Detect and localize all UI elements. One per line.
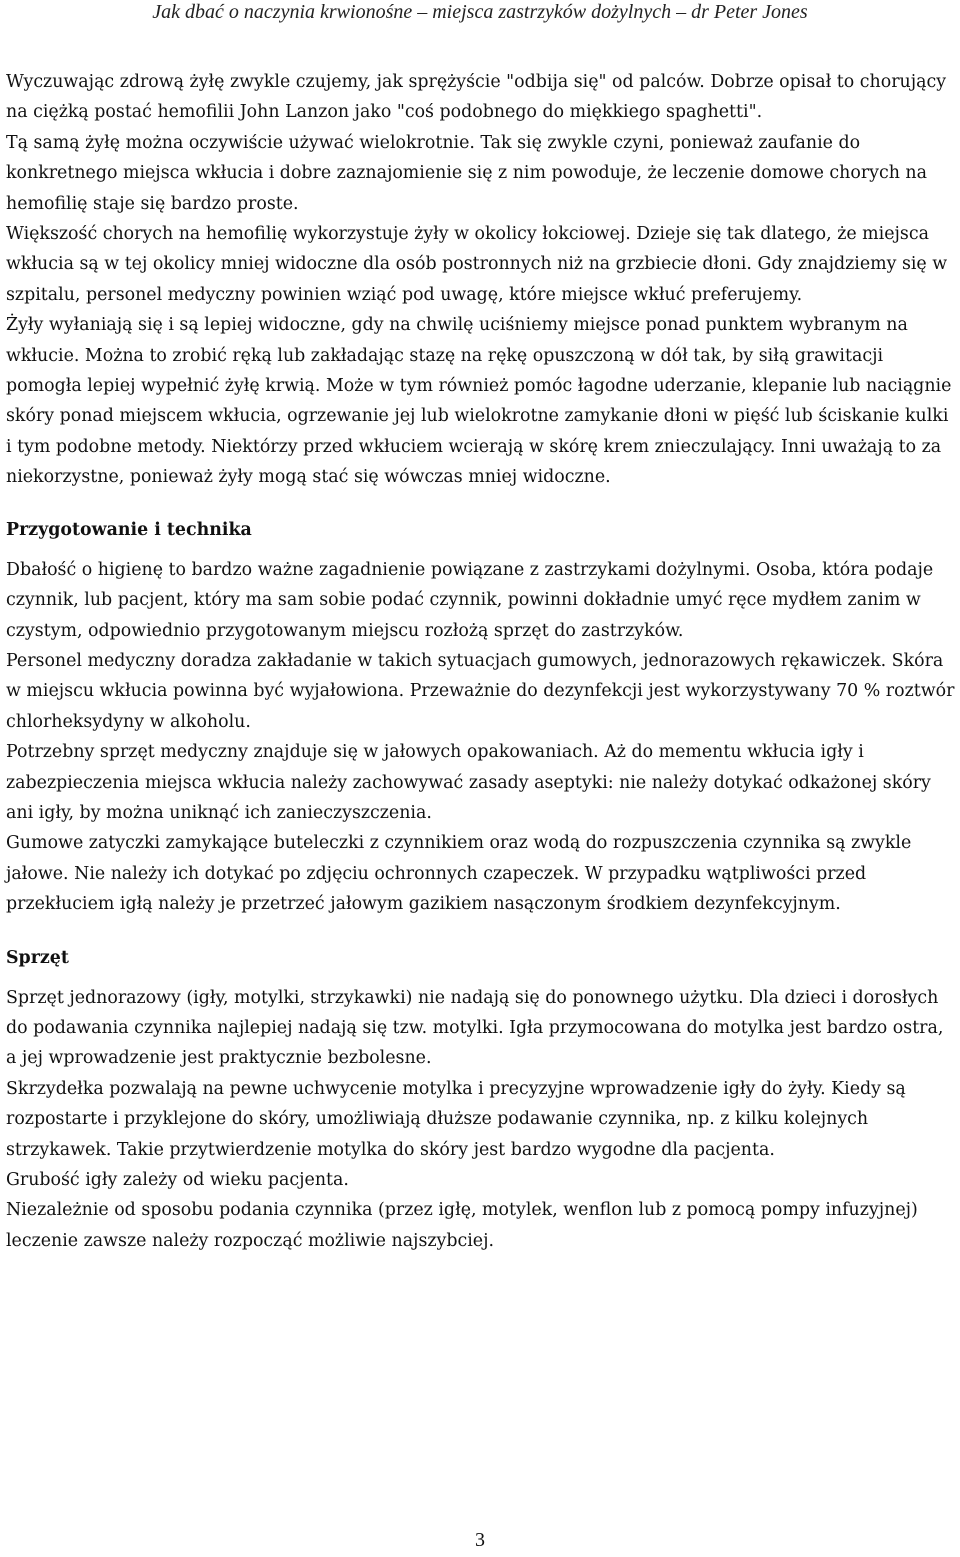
paragraph: Większość chorych na hemofilię wykorzystuje żyły w okolicy łokciowej. Dzieje się tak dlatego, że miejsca wkłucia są w tej okolicy mniej widoczne dla osób postronnych niż na grzbiecie dłoni. Gdy znajdziemy się w szpitalu, personel medyczny powinien wziąć pod uwagę, które miejsce wkłuć preferujemy. <box>6 224 948 305</box>
running-header: Jak dbać o naczynia krwionośne – miejsca zastrzyków dożylnych – dr Peter Jones <box>152 1 808 23</box>
paragraph: Tą samą żyłę można oczywiście używać wielokrotnie. Tak się zwykle czyni, ponieważ zaufanie do konkretnego miejsca wkłucia i dobre zaznajomienie się z nim powoduje, że leczenie domowe chorych na hemofilię staje się bardzo proste. <box>6 132 927 214</box>
page-content <box>6 67 958 1256</box>
paragraph: Sprzęt jednorazowy (igły, motylki, strzykawki) nie nadają się do ponownego użytku. Dla dzieci i dorosłych do podawania czynnika najlepiej nadają się tzw. motylki. Igła przymocowana do motylka jest bardzo ostra, a jej wprowadzenie jest praktycznie bezbolesne. <box>6 987 944 1069</box>
preparation-section <box>6 515 958 920</box>
paragraph: Niezależnie od sposobu podania czynnika (przez igłę, motylek, wenflon lub z pomocą pompy infuzyjnej) leczenie zawsze należy rozpocząć możliwie najszybciej. <box>6 1200 918 1251</box>
spacer <box>6 545 958 555</box>
section-heading: Przygotowanie i technika <box>6 519 252 540</box>
paragraph: Dbałość o higienę to bardzo ważne zagadnienie powiązane z zastrzykami dożylnymi. Osoba, która podaje czynnik, lub pacjent, który ma sam sobie podać czynnik, powinni dokładnie umyć ręce mydłem zanim w czystym, odpowiednio przygotowanym miejscu rozłożą sprzęt do zastrzyków. <box>6 559 934 641</box>
spacer <box>6 920 958 943</box>
paragraph: Gumowe zatyczki zamykające buteleczki z czynnikiem oraz wodą do rozpuszczenia czynnika są zwykle jałowe. Nie należy ich dotykać po zdjęciu ochronnych czapeczek. W przypadku wątpliwości przed przekłuciem igłą należy je przetrzeć jałowym gazikiem nasączonym środkiem dezynfekcyjnym. <box>6 833 912 915</box>
paragraph: Grubość igły zależy od wieku pacjenta. <box>6 1170 349 1190</box>
paragraph: Personel medyczny doradza zakładanie w takich sytuacjach gumowych, jednorazowych rękawiczek. Skóra w miejscu wkłucia powinna być wyjałowiona. Przeważnie do dezynfekcji jest wykorzystywany 70 % roztwór chlorheksydyny w alkoholu. <box>6 650 955 732</box>
intro-section <box>6 67 958 493</box>
equipment-section <box>6 943 958 1257</box>
spacer <box>6 493 958 515</box>
spacer <box>6 973 958 983</box>
section-heading: Sprzęt <box>6 947 69 968</box>
paragraph: Wyczuwając zdrową żyłę zwykle czujemy, jak sprężyście "odbija się" od palców. Dobrze opisał to chorujący na ciężką postać hemofilii John Lanzon jako "coś podobnego do miękkiego spaghetti". <box>6 72 947 123</box>
paragraph: Potrzebny sprzęt medyczny znajduje się w jałowych opakowaniach. Aż do mementu wkłucia igły i zabezpieczenia miejsca wkłucia należy zachowywać zasady aseptyki: nie należy dotykać odkażonej skóry ani igły, by można uniknąć ich zanieczyszczenia. <box>6 742 931 823</box>
page-number: 3 <box>475 1529 485 1551</box>
paragraph: Skrzydełka pozwalają na pewne uchwycenie motylka i precyzyjne wprowadzenie igły do żyły. Kiedy są rozpostarte i przyklejone do skóry, umożliwiają dłuższe podawanie czynnika, np. z kilku kolejnych strzykawek. Takie przytwierdzenie motylka do skóry jest bardzo wygodne dla pacjenta. <box>6 1078 906 1160</box>
paragraph: Żyły wyłaniają się i są lepiej widoczne, gdy na chwilę uciśniemy miejsce ponad punktem wybranym na wkłucie. Można to zrobić ręką lub zakładając stazę na rękę opuszczoną w dół tak, by siłą grawitacji pomogła lepiej wypełnić żyłę krwią. Może w tym również pomóc łagodne uderzanie, klepanie lub naciągnie skóry ponad miejscem wkłucia, ogrzewanie jej lub wielokrotne zamykanie dłoni w pięść lub ściskanie kulki i tym podobne metody. Niektórzy przed wkłuciem wcierają w skórę krem znieczulający. Inni uważają to za niekorzystne, ponieważ żyły mogą stać się wówczas mniej widoczne. <box>6 315 952 488</box>
